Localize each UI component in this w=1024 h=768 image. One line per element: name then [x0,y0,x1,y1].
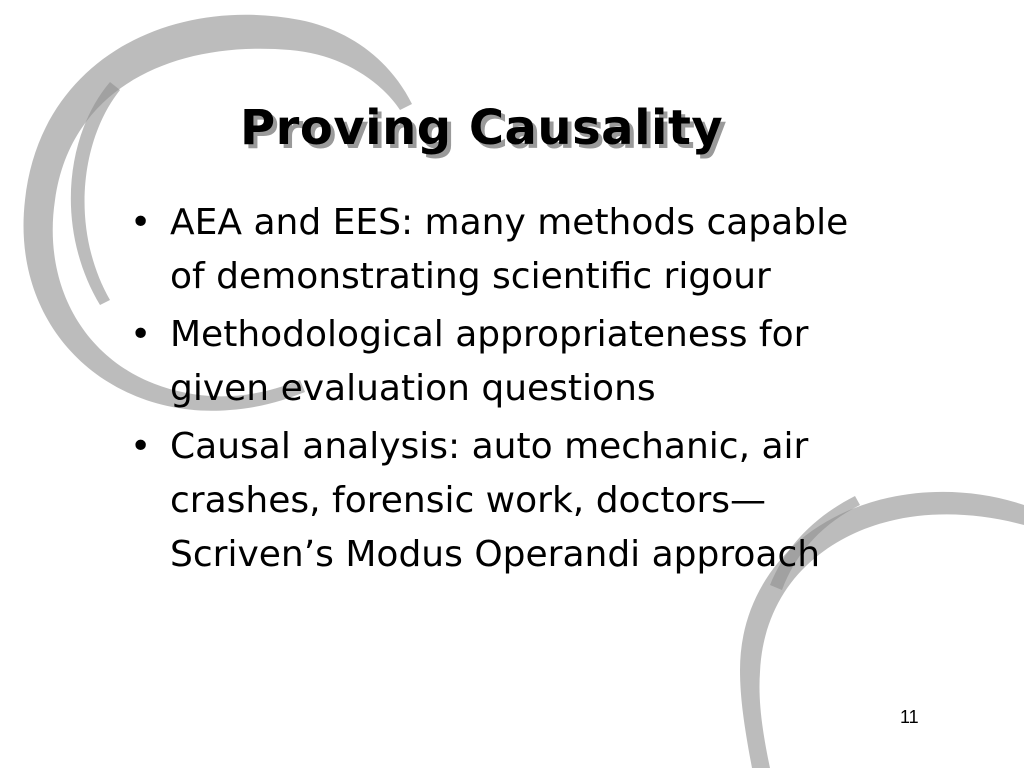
bullet-list [126,196,986,586]
bullet-item-methods [126,196,986,304]
slide-title: Proving Causality [240,100,724,156]
bullet-line: crashes, forensic work, doctors— [170,480,767,521]
bullet-line: Methodological appropriateness for [170,314,809,355]
bullet-line: of demonstrating scientific rigour [170,256,771,297]
bullet-marker: • [130,426,152,467]
slide-number: 11 [900,707,919,727]
bullet-marker: • [130,202,152,243]
bullet-line: given evaluation questions [170,368,656,409]
bullet-line: AEA and EES: many methods capable [170,202,849,243]
bullet-item-causal-analysis [126,420,986,582]
bullet-item-appropriateness [126,308,986,416]
bullet-line: Causal analysis: auto mechanic, air [170,426,809,467]
bullet-marker: • [130,314,152,355]
bullet-line: Scriven’s Modus Operandi approach [170,534,821,575]
